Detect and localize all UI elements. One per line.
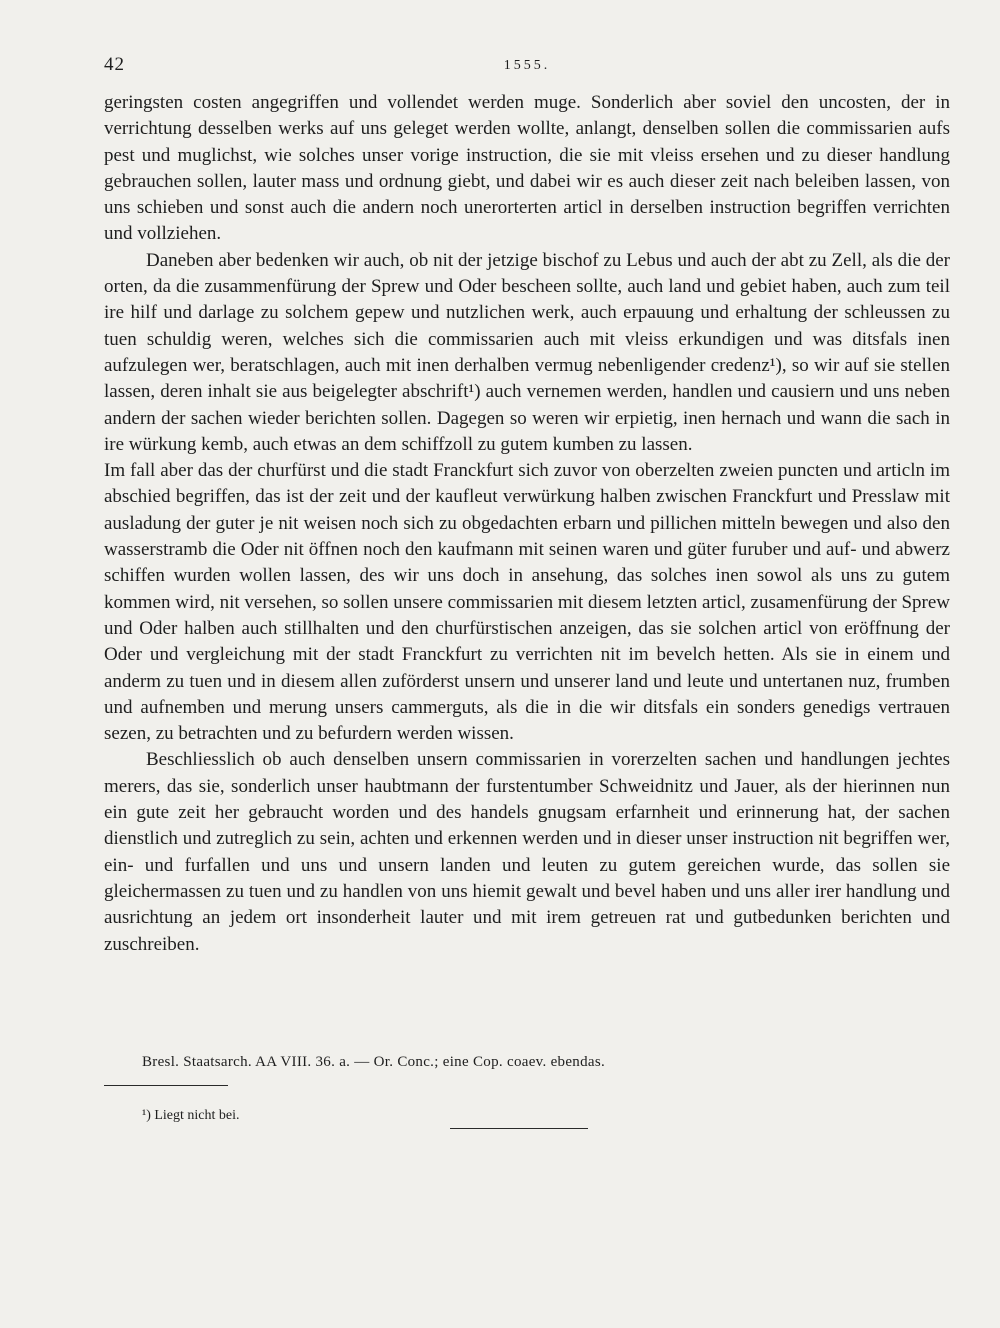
paragraph-continuation: geringsten costen angegriffen und vollendet werden muge. Sonderlich aber soviel den uncosten, der in verrichtung desselben werks auf uns geleget werden wollte, anlangt, denselben sollen die commissarien aufs pest und muglichst, wie solches unser vorige instruction, die sie mit vleiss ersehen und zu dieser handlung gebrauchen sollen, lauter mass und ordnung giebt, und dabei wir es auch dieser zeit nach beleiben lassen, von uns schieben und sonst auch die andern noch unerorterten articl in derselben instruction begriffen verrichten und vollziehen. [104, 92, 950, 245]
end-rule [450, 1128, 588, 1129]
paragraph: Beschliesslich ob auch denselben unsern commissarien in vorerzelten sachen und handlungen jechtes merers, das sie, sonderlich unser haubtmann der furstentumber Schweidnitz und Jauer, als der hierinnen nun ein gute zeit her gebraucht worden und des handels gnugsam erfarnheit und erinnerung hat, der sachen dienstlich und zutreglich zu sein, achten und erkennen werden und in dieser unser instruction nit begriffen wer, ein- und furfallen und uns und unsern landen und leuten zu gutem gereichen wurde, das sollen sie gleichermassen zu tuen und zu handlen von uns hiemit gewalt und bevel haben und uns aller irer handlung und ausrichtung an jedem ort insonderheit lauter und mit irem getreuen rat und gutbedunken berichten und zuschreiben. [104, 749, 950, 955]
footnote: ¹) Liegt nicht bei. [142, 1108, 240, 1123]
footnote-divider [104, 1085, 228, 1086]
body-text [104, 90, 950, 958]
paragraph: Im fall aber das der churfürst und die stadt Franckfurt sich zuvor von oberzelten zweien puncten und articln im abschied begriffen, das ist der zeit und der kaufleut verwürkung halben zwischen Franckfurt und Presslaw mit ausladung der guter je nit weisen noch sich zu obgedachten erbarn und pillichen mitteln bewegen und also den wasserstramb die Oder nit öffnen noch den kaufmann mit seinen waren und güter furuber und auf- und abwerz schiffen wurden wollen lassen, des wir uns doch in ansehung, das solches inen sowol als uns zu gutem kommen wird, nit versehen, so sollen unsere commissarien mit diesem letzten articl, zusamenfürung der Sprew und Oder halben auch stillhalten und den churfürstischen anzeigen, das sie solchen articl von eröffnung der Oder und vergleichung mit der stadt Franckfurt zu verrichten nit im bevelch hetten. Als sie in einem und anderm zu tuen und in diesem allen zuförderst unsern und unserer land und leute und untertanen nuz, frumben und aufnemben und merung unsers cammerguts, als die in die wir ditsfals ein sonders genedigs vertrauen sezen, zu betrachten und zu befurdern werden wissen. [104, 460, 950, 745]
paragraph: Daneben aber bedenken wir auch, ob nit der jetzige bischof zu Lebus und auch der abt zu Zell, als die der orten, da die zusammenfürung der Sprew und Oder bescheen sollte, auch land und gebiet haben, auch zum teil ire hilf und darlage zu solchem gepew und nutzlichen werk, auch erpauung und erhaltung der schleussen zu tuen schuldig weren, welches sich die commissarien auch mit vleiss erkundigen und was ditsfals inen aufzulegen wer, beratschlagen, auch mit inen derhalben vermug nebenligender credenz¹), so wir auf sie stellen lassen, deren inhalt sie aus beigelegter abschrift¹) auch vernemen werden, handlen und causiern und uns neben andern der sachen wieder berichten sollen. Dagegen so weren wir erpietig, inen hernach und wann die sach in ire würkung kemb, auch etwas an dem schiffzoll zu gutem kumben zu lassen. [104, 249, 950, 455]
page-number: 42 [104, 54, 125, 75]
source-note: Bresl. Staatsarch. AA VIII. 36. a. — Or. Conc.; eine Cop. coaev. ebendas. [142, 1054, 606, 1070]
page-header [104, 54, 950, 84]
running-head-year: 1555. [503, 58, 551, 73]
